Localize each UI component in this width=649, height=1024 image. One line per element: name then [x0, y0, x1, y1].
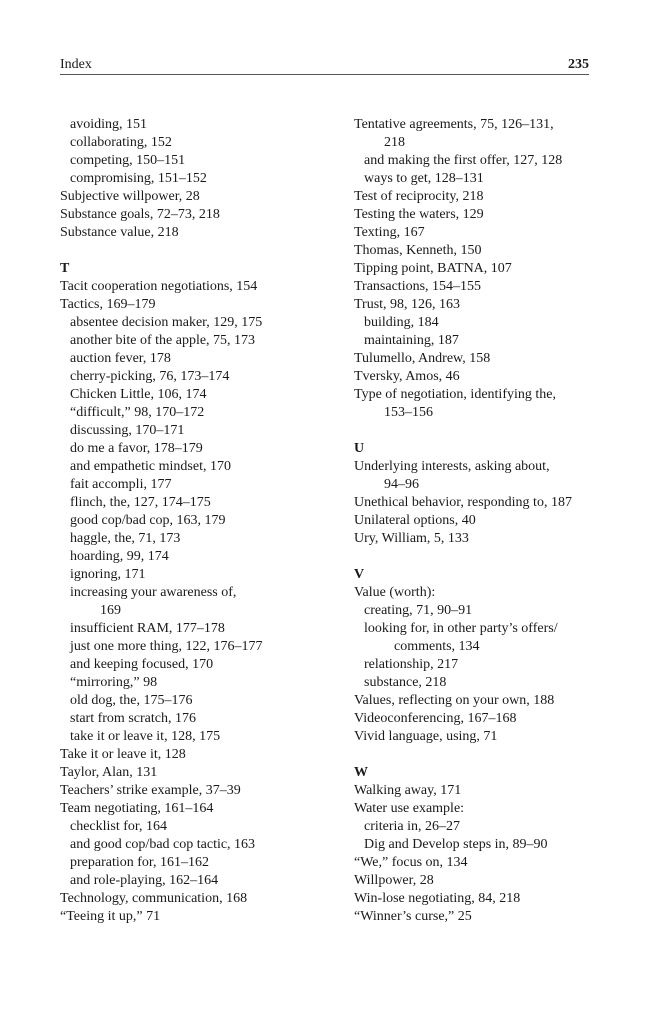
index-entry: do me a favor, 178–179 — [70, 441, 203, 456]
index-letter-heading: U — [354, 441, 365, 456]
index-entry: ignoring, 171 — [70, 567, 146, 582]
index-entry: insufficient RAM, 177–178 — [70, 621, 225, 636]
index-entry: Teachers’ strike example, 37–39 — [60, 783, 241, 798]
index-entry: Tactics, 169–179 — [60, 297, 156, 312]
index-entry: hoarding, 99, 174 — [70, 549, 169, 564]
index-entry: Texting, 167 — [354, 225, 425, 240]
index-entry: “Teeing it up,” 71 — [60, 909, 161, 924]
index-entry: cherry-picking, 76, 173–174 — [70, 369, 230, 384]
index-entry: and role-playing, 162–164 — [70, 873, 219, 888]
index-column-right — [354, 116, 594, 926]
index-entry: and keeping focused, 170 — [70, 657, 214, 672]
index-letter-heading: W — [354, 765, 368, 780]
index-entry: creating, 71, 90–91 — [364, 603, 473, 618]
running-header — [60, 56, 589, 75]
index-entry: criteria in, 26–27 — [364, 819, 461, 834]
index-entry: flinch, the, 127, 174–175 — [70, 495, 211, 510]
index-entry: ways to get, 128–131 — [364, 171, 484, 186]
index-entry: Vivid language, using, 71 — [354, 729, 498, 744]
index-entry: Tversky, Amos, 46 — [354, 369, 460, 384]
index-entry: relationship, 217 — [364, 657, 459, 672]
index-entry: and good cop/bad cop tactic, 163 — [70, 837, 256, 852]
index-entry: compromising, 151–152 — [70, 171, 207, 186]
index-entry: “We,” focus on, 134 — [354, 855, 468, 870]
index-letter-heading: V — [354, 567, 365, 582]
index-entry: preparation for, 161–162 — [70, 855, 210, 870]
index-entry: Underlying interests, asking about, — [354, 459, 550, 474]
index-entry: Values, reflecting on your own, 188 — [354, 693, 555, 708]
index-entry: and empathetic mindset, 170 — [70, 459, 231, 474]
page-number: 235 — [568, 57, 589, 72]
index-entry: Thomas, Kenneth, 150 — [354, 243, 482, 258]
index-letter-heading: T — [60, 261, 70, 276]
index-entry: Type of negotiation, identifying the, — [354, 387, 556, 402]
index-entry: comments, 134 — [394, 639, 480, 654]
index-entry: 169 — [100, 603, 121, 618]
index-entry: and making the first offer, 127, 128 — [364, 153, 563, 168]
index-entry: Willpower, 28 — [354, 873, 434, 888]
index-entry: maintaining, 187 — [364, 333, 459, 348]
index-entry: Value (worth): — [354, 585, 436, 600]
index-entry: Unethical behavior, responding to, 187 — [354, 495, 572, 510]
index-column-left — [60, 116, 330, 926]
index-entry: avoiding, 151 — [70, 117, 147, 132]
index-entry: take it or leave it, 128, 175 — [70, 729, 221, 744]
index-entry: Substance goals, 72–73, 218 — [60, 207, 220, 222]
index-entry: Trust, 98, 126, 163 — [354, 297, 461, 312]
index-entry: building, 184 — [364, 315, 439, 330]
index-entry: old dog, the, 175–176 — [70, 693, 193, 708]
index-entry: fait accompli, 177 — [70, 477, 172, 492]
running-header-title: Index — [60, 57, 92, 72]
index-entry: another bite of the apple, 75, 173 — [70, 333, 256, 348]
index-entry: Substance value, 218 — [60, 225, 179, 240]
index-entry: Videoconferencing, 167–168 — [354, 711, 517, 726]
index-entry: discussing, 170–171 — [70, 423, 185, 438]
index-entry: Unilateral options, 40 — [354, 513, 476, 528]
index-entry: “mirroring,” 98 — [70, 675, 158, 690]
index-entry: Walking away, 171 — [354, 783, 462, 798]
index-entry: competing, 150–151 — [70, 153, 186, 168]
index-entry: Test of reciprocity, 218 — [354, 189, 484, 204]
index-entry: haggle, the, 71, 173 — [70, 531, 181, 546]
index-entry: “difficult,” 98, 170–172 — [70, 405, 205, 420]
index-entry: Taylor, Alan, 131 — [60, 765, 158, 780]
index-entry: increasing your awareness of, — [70, 585, 237, 600]
index-entry: checklist for, 164 — [70, 819, 168, 834]
index-entry: absentee decision maker, 129, 175 — [70, 315, 263, 330]
index-entry: Technology, communication, 168 — [60, 891, 248, 906]
index-entry: Tentative agreements, 75, 126–131, — [354, 117, 554, 132]
index-entry: good cop/bad cop, 163, 179 — [70, 513, 226, 528]
index-entry: “Winner’s curse,” 25 — [354, 909, 472, 924]
index-entry: Subjective willpower, 28 — [60, 189, 200, 204]
index-entry: Testing the waters, 129 — [354, 207, 484, 222]
index-entry: Take it or leave it, 128 — [60, 747, 186, 762]
index-entry: Transactions, 154–155 — [354, 279, 482, 294]
index-entry: 218 — [384, 135, 405, 150]
index-entry: Win-lose negotiating, 84, 218 — [354, 891, 521, 906]
index-entry: auction fever, 178 — [70, 351, 171, 366]
index-entry: looking for, in other party’s offers/ — [364, 621, 558, 636]
index-entry: 153–156 — [384, 405, 433, 420]
index-entry: collaborating, 152 — [70, 135, 172, 150]
index-entry: start from scratch, 176 — [70, 711, 196, 726]
index-entry: Chicken Little, 106, 174 — [70, 387, 207, 402]
index-entry: Tipping point, BATNA, 107 — [354, 261, 512, 276]
index-entry: Dig and Develop steps in, 89–90 — [364, 837, 548, 852]
index-entry: Tacit cooperation negotiations, 154 — [60, 279, 258, 294]
index-entry: just one more thing, 122, 176–177 — [70, 639, 263, 654]
index-entry: Tulumello, Andrew, 158 — [354, 351, 491, 366]
index-entry: substance, 218 — [364, 675, 447, 690]
index-entry: Water use example: — [354, 801, 465, 816]
index-entry: 94–96 — [384, 477, 419, 492]
index-entry: Team negotiating, 161–164 — [60, 801, 214, 816]
index-entry: Ury, William, 5, 133 — [354, 531, 469, 546]
